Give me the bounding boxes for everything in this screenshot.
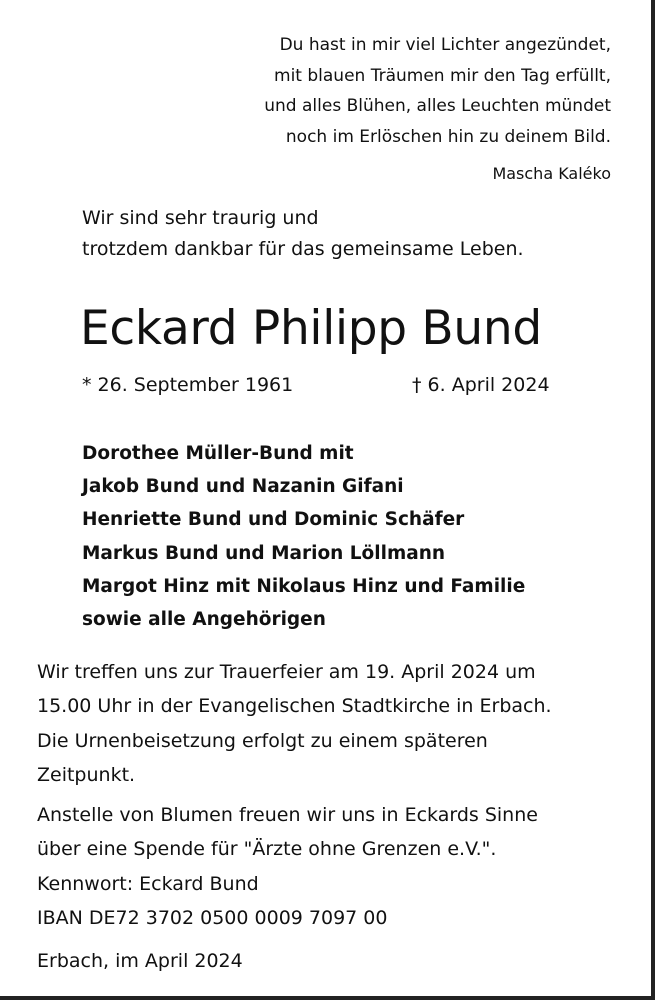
- intro-text: [82, 203, 524, 265]
- mourner-line: sowie alle Angehörigen: [82, 609, 326, 631]
- deceased-name: Eckard Philipp Bund: [80, 301, 542, 356]
- poem-line: noch im Erlöschen hin zu deinem Bild.: [285, 126, 611, 147]
- mourner-line: Markus Bund und Marion Löllmann: [82, 542, 446, 564]
- mourner-line: Jakob Bund und Nazanin Gifani: [82, 476, 404, 498]
- intro-line: trotzdem dankbar für das gemeinsame Leben.: [82, 238, 524, 260]
- service-line: Die Urnenbeisetzung erfolgt zu einem späteren: [37, 729, 488, 752]
- mourners-list: [82, 437, 525, 636]
- donation-line: über eine Spende für "Ärzte ohne Grenzen e.V.".: [37, 838, 497, 861]
- donation-info: [37, 798, 538, 935]
- service-info: [37, 655, 552, 792]
- donation-keyword: Kennwort: Eckard Bund: [37, 872, 259, 895]
- mourner-line: Dorothee Müller-Bund mit: [82, 443, 354, 464]
- service-line: Zeitpunkt.: [37, 763, 136, 786]
- intro-line: Wir sind sehr traurig und: [82, 207, 319, 229]
- service-line: 15.00 Uhr in der Evangelischen Stadtkirche in Erbach.: [37, 695, 552, 718]
- donation-iban: IBAN DE72 3702 0500 0009 7097 00: [37, 906, 388, 929]
- place-date: Erbach, im April 2024: [37, 950, 243, 972]
- mourner-line: Margot Hinz mit Nikolaus Hinz und Familie: [82, 575, 526, 597]
- poem-quote: [151, 30, 611, 152]
- donation-line: Anstelle von Blumen freuen wir uns in Eckards Sinne: [37, 804, 538, 826]
- poem-line: und alles Blühen, alles Leuchten mündet: [264, 96, 611, 116]
- mourner-line: Henriette Bund und Dominic Schäfer: [82, 509, 465, 531]
- death-date: † 6. April 2024: [412, 374, 550, 396]
- poem-line: mit blauen Träumen mir den Tag erfüllt,: [274, 65, 611, 86]
- birth-date: * 26. September 1961: [82, 374, 294, 396]
- poem-line: Du hast in mir viel Lichter angezündet,: [279, 35, 611, 55]
- poem-author: Mascha Kaléko: [492, 164, 611, 183]
- service-line: Wir treffen uns zur Trauerfeier am 19. April 2024 um: [37, 661, 536, 683]
